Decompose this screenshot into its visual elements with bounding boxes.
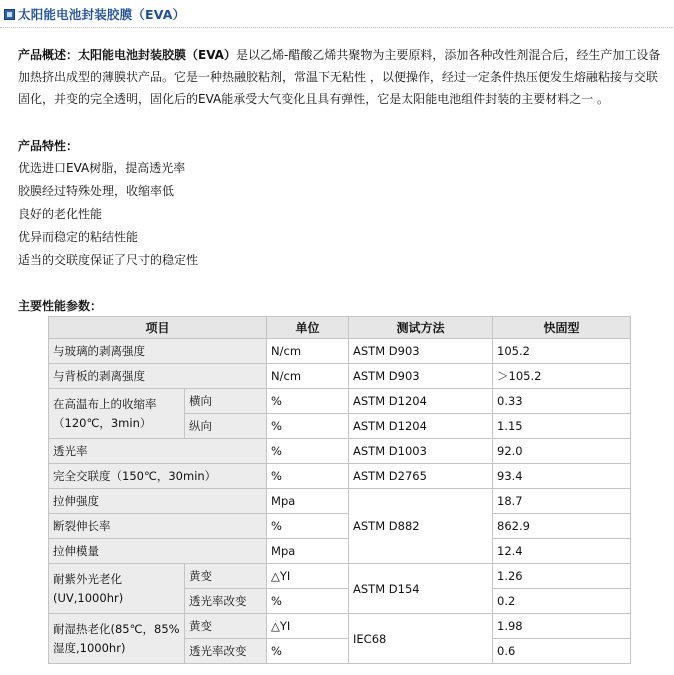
item-cell: 拉伸强度 [49, 489, 267, 514]
item-cell: 透光率 [49, 439, 267, 464]
table-row [49, 564, 631, 589]
params-heading: 主要性能参数： [18, 299, 103, 313]
unit-cell: % [267, 639, 349, 664]
item-cell: 拉伸模量 [49, 539, 267, 564]
header-item: 项目 [49, 317, 267, 339]
feature-item: 适当的交联度保证了尺寸的稳定性 [18, 253, 199, 267]
method-cell: ASTM D882 [349, 489, 493, 564]
unit-cell: N/cm [267, 339, 349, 364]
value-cell: 1.15 [493, 414, 631, 439]
item-cell: 与玻璃的剥离强度 [49, 339, 267, 364]
unit-cell: Mpa [267, 539, 349, 564]
item-cell: 断裂伸长率 [49, 514, 267, 539]
item-cell: 在高温布上的收缩率（120℃，3min） [49, 389, 185, 439]
unit-cell: % [267, 514, 349, 539]
header-method: 测试方法 [349, 317, 493, 339]
table-row [49, 439, 631, 464]
overview-paragraph [18, 44, 668, 110]
table-row [49, 514, 631, 539]
overview-text: 是以乙烯-醋酸乙烯共聚物为主要原料，添加各种改性剂混合后，经生产加工设备加热挤出成型的薄膜状产品。它是一种热融胶粘剂，常温下无粘性 ，以便操作，经过一定条件热压便发生熔融粘接与交联固化，并变的完全透明，固化后的EVA能承受大气变化且具有弹性，它是太阳能电池组件封装的主要材料之一 。 [18, 48, 661, 106]
table-row [49, 339, 631, 364]
feature-item: 胶膜经过特殊处理，收缩率低 [18, 184, 175, 198]
overview-label: 产品概述： [18, 48, 79, 62]
table-row [49, 364, 631, 389]
unit-cell: % [267, 439, 349, 464]
unit-cell: % [267, 414, 349, 439]
method-cell: ASTM D1204 [349, 389, 493, 414]
sub-item-cell: 横向 [185, 389, 267, 414]
item-cell: 耐紫外光老化(UV,1000hr) [49, 564, 185, 614]
header-unit: 单位 [267, 317, 349, 339]
item-cell: 耐湿热老化(85℃，85%湿度,1000hr) [49, 614, 185, 664]
unit-cell: Mpa [267, 489, 349, 514]
value-cell: 862.9 [493, 514, 631, 539]
value-cell: ＞105.2 [493, 364, 631, 389]
feature-item: 优异而稳定的粘结性能 [18, 230, 139, 244]
unit-cell: % [267, 464, 349, 489]
square-bullet-icon [4, 9, 15, 20]
sub-item-cell: 黄变 [185, 564, 267, 589]
value-cell: 0.33 [493, 389, 631, 414]
value-cell: 0.2 [493, 589, 631, 614]
unit-cell: % [267, 389, 349, 414]
value-cell: 93.4 [493, 464, 631, 489]
method-cell: ASTM D1204 [349, 414, 493, 439]
table-row [49, 614, 631, 639]
sub-item-cell: 黄变 [185, 614, 267, 639]
method-cell: ASTM D154 [349, 564, 493, 614]
unit-cell: △YI [267, 564, 349, 589]
value-cell: 18.7 [493, 489, 631, 514]
page-title-row [4, 5, 185, 23]
sub-item-cell: 透光率改变 [185, 589, 267, 614]
feature-item: 优选进口EVA树脂，提高透光率 [18, 161, 186, 175]
unit-cell: % [267, 589, 349, 614]
header-fast-cure: 快固型 [493, 317, 631, 339]
spec-table [48, 316, 631, 664]
item-cell: 与背板的剥离强度 [49, 364, 267, 389]
unit-cell: N/cm [267, 364, 349, 389]
feature-item: 良好的老化性能 [18, 207, 103, 221]
table-row [49, 539, 631, 564]
method-cell: ASTM D2765 [349, 464, 493, 489]
method-cell: ASTM D903 [349, 339, 493, 364]
value-cell: 1.26 [493, 564, 631, 589]
method-cell: IEC68 [349, 614, 493, 664]
value-cell: 1.98 [493, 614, 631, 639]
value-cell: 92.0 [493, 439, 631, 464]
sub-item-cell: 透光率改变 [185, 639, 267, 664]
value-cell: 12.4 [493, 539, 631, 564]
value-cell: 105.2 [493, 339, 631, 364]
method-cell: ASTM D903 [349, 364, 493, 389]
table-header-row [49, 317, 631, 339]
overview-product-name: 太阳能电池封装胶膜（EVA） [78, 48, 236, 62]
title-divider [0, 27, 674, 28]
table-row [49, 489, 631, 514]
value-cell: 0.6 [493, 639, 631, 664]
table-row [49, 464, 631, 489]
method-cell: ASTM D1003 [349, 439, 493, 464]
page-title: 太阳能电池封装胶膜（EVA） [18, 7, 186, 22]
features-heading: 产品特性： [18, 139, 79, 153]
table-row [49, 389, 631, 414]
unit-cell: △YI [267, 614, 349, 639]
sub-item-cell: 纵向 [185, 414, 267, 439]
item-cell: 完全交联度（150℃，30min） [49, 464, 267, 489]
